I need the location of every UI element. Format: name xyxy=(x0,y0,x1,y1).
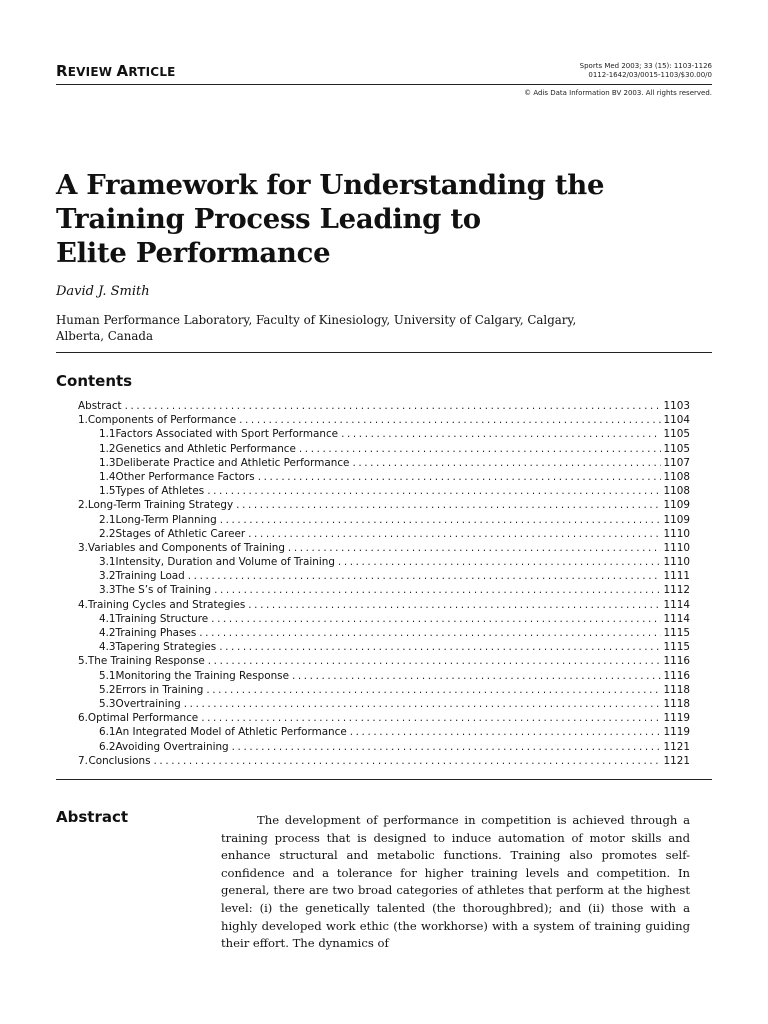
toc-entry-title: Intensity, Duration and Volume of Training xyxy=(115,556,335,569)
toc-leader-dots xyxy=(154,755,661,767)
journal-info xyxy=(580,62,712,79)
toc-leader-dots xyxy=(239,414,660,426)
toc-entry-title: Factors Associated with Sport Performance xyxy=(115,428,339,441)
toc-entry-title: Training Structure xyxy=(115,612,209,625)
toc-entry-page: 1105 xyxy=(663,428,690,441)
toc-leader-dots xyxy=(214,584,660,596)
abstract-text: The development of performance in competition is achieved through a training process that is designed to induce automation of motor skills and enhance structural and metabolic functions. Training also promotes self-confidence and a tolerance for higher training levels and competition. In general, there are two broad categories of athletes that perform at the highest level: (i) the genetically talented (the thoroughbred); and (ii) those with a highly developed work ethic (the workhorse) with a system of training guiding their effort. The dynamics of xyxy=(221,813,690,951)
toc-entry-page: 1112 xyxy=(663,584,690,597)
toc-entry-page: 1103 xyxy=(663,400,690,412)
toc-entry-page: 1105 xyxy=(663,442,690,455)
toc-entry[interactable] xyxy=(78,726,690,740)
table-of-contents xyxy=(78,400,690,769)
toc-entry-number: 5.3 xyxy=(99,697,116,710)
contents-divider xyxy=(56,779,712,780)
toc-entry[interactable] xyxy=(78,584,690,598)
toc-entry-page: 1115 xyxy=(663,641,690,654)
toc-entry-title: Stages of Athletic Career xyxy=(115,527,246,540)
toc-entry-page: 1114 xyxy=(663,598,690,611)
article-type-initial-1: R xyxy=(56,62,68,80)
toc-entry-title: An Integrated Model of Athletic Performance xyxy=(115,726,347,739)
toc-entry-title: Optimal Performance xyxy=(87,712,199,725)
toc-entry-title: Overtraining xyxy=(115,697,181,710)
toc-entry-page: 1116 xyxy=(663,655,690,668)
toc-entry-number: 2.2 xyxy=(99,527,116,540)
toc-entry[interactable] xyxy=(78,428,690,442)
toc-entry-title: Abstract xyxy=(78,400,122,412)
toc-entry[interactable] xyxy=(78,655,690,669)
toc-entry-number: 7. xyxy=(78,754,88,767)
toc-entry-number: 2.1 xyxy=(99,513,116,526)
toc-entry-page: 1110 xyxy=(663,541,690,554)
toc-entry-title: Other Performance Factors xyxy=(115,470,255,483)
toc-entry[interactable] xyxy=(78,613,690,627)
toc-entry-number: 2. xyxy=(78,499,88,512)
toc-entry-title: Training Cycles and Strategies xyxy=(87,598,246,611)
article-title xyxy=(56,168,696,270)
toc-entry-number: 6. xyxy=(78,712,88,725)
toc-entry[interactable] xyxy=(78,485,690,499)
toc-entry[interactable] xyxy=(78,712,690,726)
toc-entry-page: 1110 xyxy=(663,527,690,540)
article-type-rest-2: RTICLE xyxy=(128,65,176,79)
toc-leader-dots xyxy=(208,655,661,667)
toc-leader-dots xyxy=(219,641,660,653)
toc-entry-title: Long-Term Planning xyxy=(115,513,217,526)
toc-entry-title: Types of Athletes xyxy=(115,485,205,498)
toc-entry[interactable] xyxy=(78,471,690,485)
toc-entry-page: 1108 xyxy=(663,470,690,483)
abstract-heading: Abstract xyxy=(56,808,129,826)
affiliation-line: Human Performance Laboratory, Faculty of Kinesiology, University of Calgary, Calgary, xyxy=(56,313,577,327)
affiliation-line: Alberta, Canada xyxy=(56,329,154,343)
toc-entry-page: 1109 xyxy=(663,499,690,512)
toc-entry-page: 1108 xyxy=(663,485,690,498)
toc-entry-number: 6.1 xyxy=(99,726,116,739)
toc-entry-number: 1.1 xyxy=(99,428,116,441)
toc-leader-dots xyxy=(338,556,661,568)
toc-entry-page: 1110 xyxy=(663,556,690,569)
toc-entry[interactable] xyxy=(78,528,690,542)
toc-entry[interactable] xyxy=(78,457,690,471)
toc-entry-number: 5. xyxy=(78,655,88,668)
toc-entry-number: 4. xyxy=(78,598,88,611)
contents-heading: Contents xyxy=(56,372,133,390)
toc-entry-number: 3.1 xyxy=(99,556,116,569)
author-affiliation xyxy=(56,312,656,344)
toc-entry-title: Tapering Strategies xyxy=(115,641,217,654)
toc-entry-page: 1119 xyxy=(663,712,690,725)
toc-entry-number: 1.4 xyxy=(99,470,116,483)
toc-entry-title: The S’s of Training xyxy=(115,584,212,597)
toc-leader-dots xyxy=(206,684,660,696)
toc-entry[interactable] xyxy=(78,570,690,584)
toc-entry-title: Errors in Training xyxy=(115,683,204,696)
toc-entry-number: 1. xyxy=(78,414,88,427)
toc-leader-dots xyxy=(211,613,660,625)
toc-entry-page: 1115 xyxy=(663,627,690,639)
toc-leader-dots xyxy=(184,698,661,710)
toc-entry-title: Deliberate Practice and Athletic Performance xyxy=(115,456,350,469)
toc-entry-number: 5.1 xyxy=(99,669,116,682)
toc-leader-dots xyxy=(299,443,661,455)
copyright-notice: © Adis Data Information BV 2003. All rights reserved. xyxy=(524,89,712,97)
toc-leader-dots xyxy=(258,471,661,483)
title-divider xyxy=(56,352,712,353)
toc-entry-title: Long-Term Training Strategy xyxy=(87,499,234,512)
title-line: Training Process Leading to xyxy=(56,203,481,235)
toc-entry-page: 1121 xyxy=(663,754,690,767)
toc-entry[interactable] xyxy=(78,741,690,755)
toc-entry-title: Avoiding Overtraining xyxy=(115,740,229,753)
toc-leader-dots xyxy=(236,499,660,511)
toc-leader-dots xyxy=(292,670,661,682)
toc-entry-number: 4.3 xyxy=(99,641,116,654)
toc-leader-dots xyxy=(199,627,660,639)
toc-entry[interactable] xyxy=(78,414,690,428)
toc-entry[interactable] xyxy=(78,698,690,712)
toc-leader-dots xyxy=(350,726,661,738)
toc-leader-dots xyxy=(248,599,660,611)
toc-entry-title: Training Load xyxy=(115,570,185,583)
toc-entry-title: Monitoring the Training Response xyxy=(115,669,289,682)
title-line: A Framework for Understanding the xyxy=(56,169,605,201)
toc-entry-number: 6.2 xyxy=(99,740,116,753)
toc-entry-number: 3. xyxy=(78,541,88,554)
toc-entry-title: Components of Performance xyxy=(87,414,237,427)
toc-entry-page: 1118 xyxy=(663,697,690,710)
toc-entry[interactable] xyxy=(78,641,690,655)
toc-entry-number: 5.2 xyxy=(99,683,116,696)
toc-leader-dots xyxy=(201,712,660,724)
toc-entry-number: 3.2 xyxy=(99,570,116,583)
toc-entry-page: 1118 xyxy=(663,683,690,696)
toc-entry-title: The Training Response xyxy=(87,655,205,668)
toc-leader-dots xyxy=(352,457,660,469)
toc-entry-page: 1107 xyxy=(663,456,690,469)
toc-leader-dots xyxy=(288,542,661,554)
toc-leader-dots xyxy=(207,485,660,497)
toc-leader-dots xyxy=(125,400,661,412)
toc-entry[interactable] xyxy=(78,514,690,528)
article-type-rest-1: EVIEW xyxy=(67,65,113,79)
journal-issn: 0112-1642/03/0015-1103/$30.00/0 xyxy=(588,70,712,79)
toc-entry[interactable] xyxy=(78,556,690,570)
toc-leader-dots xyxy=(188,570,661,582)
toc-entry-page: 1114 xyxy=(663,612,690,625)
toc-entry-number: 1.5 xyxy=(99,485,116,498)
toc-entry-number: 3.3 xyxy=(99,584,116,597)
toc-entry[interactable] xyxy=(78,400,690,414)
toc-entry[interactable] xyxy=(78,499,690,513)
toc-entry-page: 1109 xyxy=(663,513,690,526)
header-divider xyxy=(56,84,712,85)
toc-entry-number: 1.3 xyxy=(99,456,116,469)
toc-entry-page: 1119 xyxy=(663,726,690,739)
toc-entry[interactable] xyxy=(78,542,690,556)
article-type-label xyxy=(56,62,176,80)
toc-entry-title: Training Phases xyxy=(115,627,197,639)
author-name: David J. Smith xyxy=(56,284,150,299)
article-type-initial-2: A xyxy=(116,62,129,80)
toc-entry[interactable] xyxy=(78,755,690,769)
toc-entry-page: 1104 xyxy=(663,414,690,427)
journal-citation: Sports Med 2003; 33 (15): 1103-1126 xyxy=(579,62,712,70)
toc-leader-dots xyxy=(232,741,661,753)
toc-leader-dots xyxy=(341,428,660,440)
toc-leader-dots xyxy=(220,514,661,526)
toc-entry[interactable] xyxy=(78,684,690,698)
toc-entry-page: 1121 xyxy=(663,740,690,753)
title-line: Elite Performance xyxy=(56,237,331,269)
toc-leader-dots xyxy=(248,528,660,540)
toc-entry-title: Variables and Components of Training xyxy=(87,541,285,554)
toc-entry-number: 1.2 xyxy=(99,442,116,455)
toc-entry[interactable] xyxy=(78,670,690,684)
toc-entry-page: 1116 xyxy=(663,669,690,682)
toc-entry-number: 4.2 xyxy=(99,627,116,639)
toc-entry[interactable] xyxy=(78,599,690,613)
toc-entry-title: Conclusions xyxy=(88,754,151,767)
toc-entry[interactable] xyxy=(78,627,690,641)
toc-entry[interactable] xyxy=(78,443,690,457)
toc-entry-page: 1111 xyxy=(663,570,690,583)
toc-entry-number: 4.1 xyxy=(99,612,116,625)
toc-entry-title: Genetics and Athletic Performance xyxy=(115,442,296,455)
